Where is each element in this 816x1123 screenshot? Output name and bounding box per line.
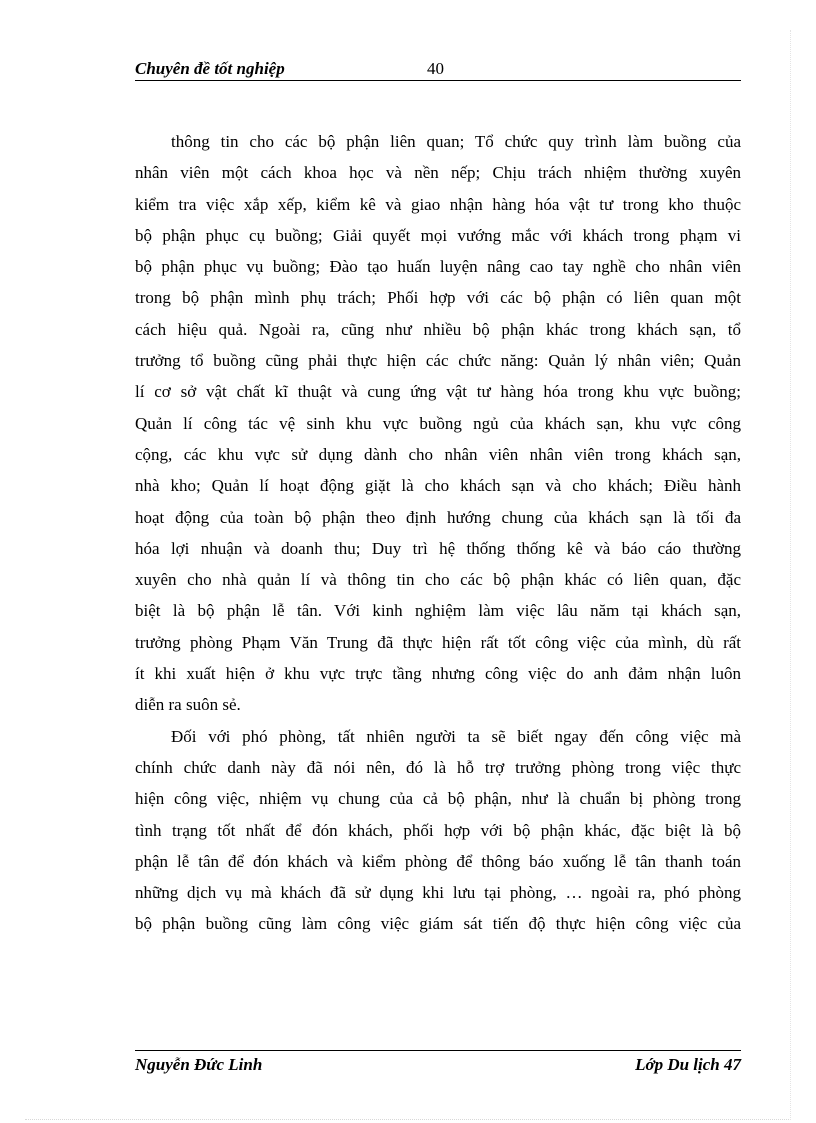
text-line: ít khi xuất hiện ở khu vực trực tầng nhưng công việc do anh đảm nhận luôn bbox=[135, 664, 741, 684]
text-line: Quản lí công tác vệ sinh khu vực buồng ngủ của khách sạn, khu vực công bbox=[135, 413, 741, 433]
text-line: lí cơ sở vật chất kĩ thuật và cung ứng vật tư hàng hóa trong khu vực buồng; bbox=[135, 382, 741, 402]
text-line: Đối với phó phòng, tất nhiên người ta sẽ biết ngay đến công việc mà bbox=[171, 726, 741, 746]
text-line: trong bộ phận mình phụ trách; Phối hợp với các bộ phận có liên quan một bbox=[135, 288, 741, 308]
page-bottom-edge bbox=[25, 1119, 791, 1120]
body-text bbox=[135, 126, 741, 940]
text-line: hiện công việc, nhiệm vụ chung của cả bộ phận, như là chuẩn bị phòng trong bbox=[135, 789, 741, 809]
text-line: biệt là bộ phận lễ tân. Với kinh nghiệm làm việc lâu năm tại khách sạn, bbox=[135, 601, 741, 621]
text-line: trưởng phòng Phạm Văn Trung đã thực hiện rất tốt công việc của mình, dù rất bbox=[135, 632, 741, 652]
text-line: nhà kho; Quản lí hoạt động giặt là cho khách sạn và cho khách; Điều hành bbox=[135, 476, 741, 496]
text-line: bộ phận phục vụ buồng; Đào tạo huấn luyện nâng cao tay nghề cho nhân viên bbox=[135, 257, 741, 277]
text-line: bộ phận buồng cũng làm công việc giám sát tiến độ thực hiện công việc của bbox=[135, 914, 741, 934]
text-line: trưởng tổ buồng cũng phải thực hiện các chức năng: Quản lý nhân viên; Quản bbox=[135, 351, 741, 371]
text-line: bộ phận phục cụ buồng; Giải quyết mọi vướng mắc với khách trong phạm vi bbox=[135, 225, 741, 245]
text-line: thông tin cho các bộ phận liên quan; Tổ chức quy trình làm buồng của bbox=[171, 132, 741, 151]
footer-rule bbox=[135, 1050, 741, 1051]
text-line: diễn ra suôn sẻ. bbox=[135, 695, 241, 715]
text-line: hoạt động của toàn bộ phận theo định hướng chung của khách sạn là tối đa bbox=[135, 507, 741, 527]
text-line: hóa lợi nhuận và doanh thu; Duy trì hệ thống thống kê và báo cáo thường bbox=[135, 538, 741, 558]
text-line: xuyên cho nhà quản lí và thông tin cho các bộ phận khác có liên quan, đặc bbox=[135, 570, 741, 590]
header-title: Chuyên đề tốt nghiệp bbox=[135, 59, 285, 78]
text-line: cộng, các khu vực sử dụng dành cho nhân viên nhân viên trong khách sạn, bbox=[135, 444, 741, 464]
page-header bbox=[135, 58, 741, 81]
page-right-edge bbox=[790, 30, 791, 1120]
text-line: cách hiệu quả. Ngoài ra, cũng như nhiều bộ phận khác trong khách sạn, tổ bbox=[135, 319, 741, 339]
page-number: 40 bbox=[427, 59, 444, 78]
text-line: tình trạng tốt nhất để đón khách, phối hợp với bộ phận khác, đặc biệt là bộ bbox=[135, 820, 741, 840]
text-line: những dịch vụ mà khách đã sử dụng khi lưu tại phòng, … ngoài ra, phó phòng bbox=[135, 883, 741, 903]
text-line: chính chức danh này đã nói nên, đó là hỗ trợ trưởng phòng trong việc thực bbox=[135, 757, 741, 777]
text-line: phận lễ tân để đón khách và kiểm phòng để thông báo xuống lễ tân thanh toán bbox=[135, 851, 741, 871]
footer-author: Nguyễn Đức Linh bbox=[135, 1055, 263, 1074]
text-line: kiểm tra việc xắp xếp, kiểm kê và giao nhận hàng hóa vật tư trong kho thuộc bbox=[135, 194, 741, 214]
footer-class: Lớp Du lịch 47 bbox=[635, 1055, 741, 1074]
text-line: nhân viên một cách khoa học và nền nếp; Chịu trách nhiệm thường xuyên bbox=[135, 163, 741, 183]
